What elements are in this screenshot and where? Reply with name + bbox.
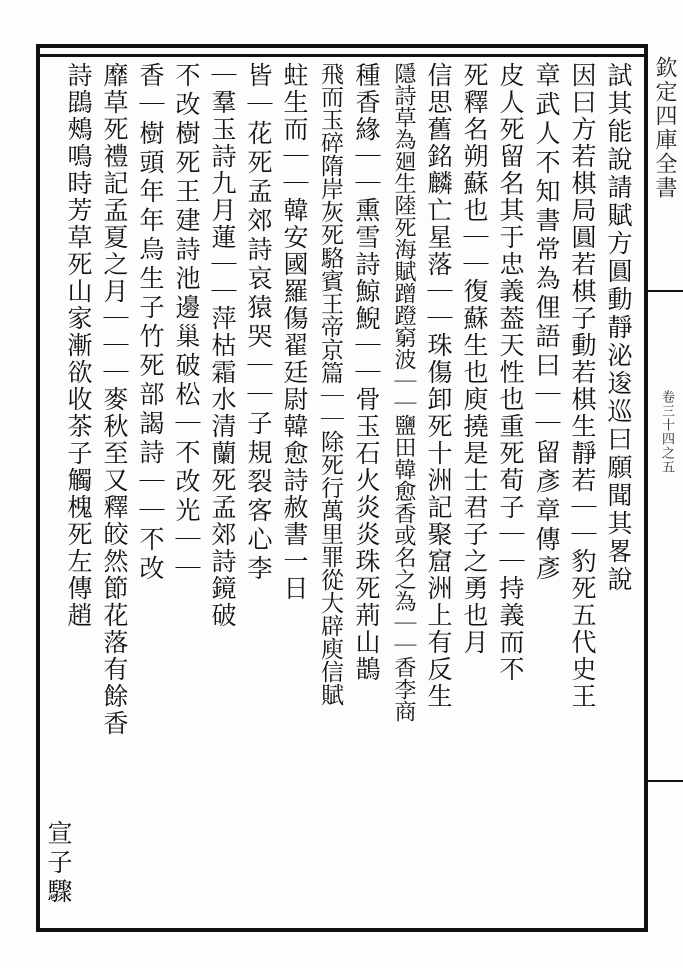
text-column: 種香緣｜｜熏雪詩鯨鯢｜｜骨玉石火炎炎珠死荊山鵲 (352, 62, 381, 683)
text-column: 蛀生而｜｜韓安國羅傷翟廷尉韓愈詩赦書一日 (280, 62, 309, 602)
text-column: 皆｜花死孟郊詩哀猿哭｜｜子規裂客心李 (244, 62, 273, 584)
top-rule (36, 54, 648, 57)
text-column: 信思舊銘麟亡星落｜｜珠傷卸死十洲記聚窟洲上有反生 (424, 62, 453, 710)
juan-number: 卷三十四之五 (659, 390, 674, 474)
text-column: 不改樹死王建詩池邊巢破松｜不改光｜｜ (172, 62, 201, 584)
edge-divider (646, 780, 683, 782)
text-column: 香｜樹頭年年烏生子竹死部謁詩｜｜不改 (136, 62, 165, 584)
text-column: 死釋名朔蘇也｜｜復蘇生也庾撓是士君子之勇也月 (460, 62, 489, 656)
text-column: 皮人死留名其于忠義葢天性也重死荀子｜｜持義而不 (496, 62, 525, 683)
text-column: 飛而玉碎隋岸灰死駱賓王帝京篇｜｜除死行萬里罪從大辟庾信賦 (317, 62, 343, 706)
text-column: 隱詩草為廻生陸死海賦蹭蹬窮波｜｜鹽田韓愈香或名之為｜｜香李商 (391, 62, 416, 722)
text-column: 詩鵾鵊鳴時芳草死山家漸欲收茶子觸槐死左傳趙 (64, 62, 93, 629)
text-column: 因曰方若棋局圓若棋子動若棋生靜若｜｜豹死五代史王 (568, 62, 597, 710)
edge-divider (646, 290, 683, 292)
text-column: 章武人不知書常為俚語曰｜｜留彥章傳彥 (532, 62, 561, 584)
text-column: 宣子驟 (44, 820, 73, 907)
text-column: 靡草死禮記孟夏之月｜｜｜麥秋至又釋皎然節花落有餘香 (100, 62, 129, 737)
text-column: ｜羣玉詩九月蓮｜｜萍枯霜水清蘭死孟郊詩鏡破 (208, 62, 237, 629)
book-title: 欽定四庫全書 (652, 56, 677, 200)
text-column: 試其能說請賦方圓動靜泌逡巡曰願聞其畧說 (604, 62, 633, 594)
